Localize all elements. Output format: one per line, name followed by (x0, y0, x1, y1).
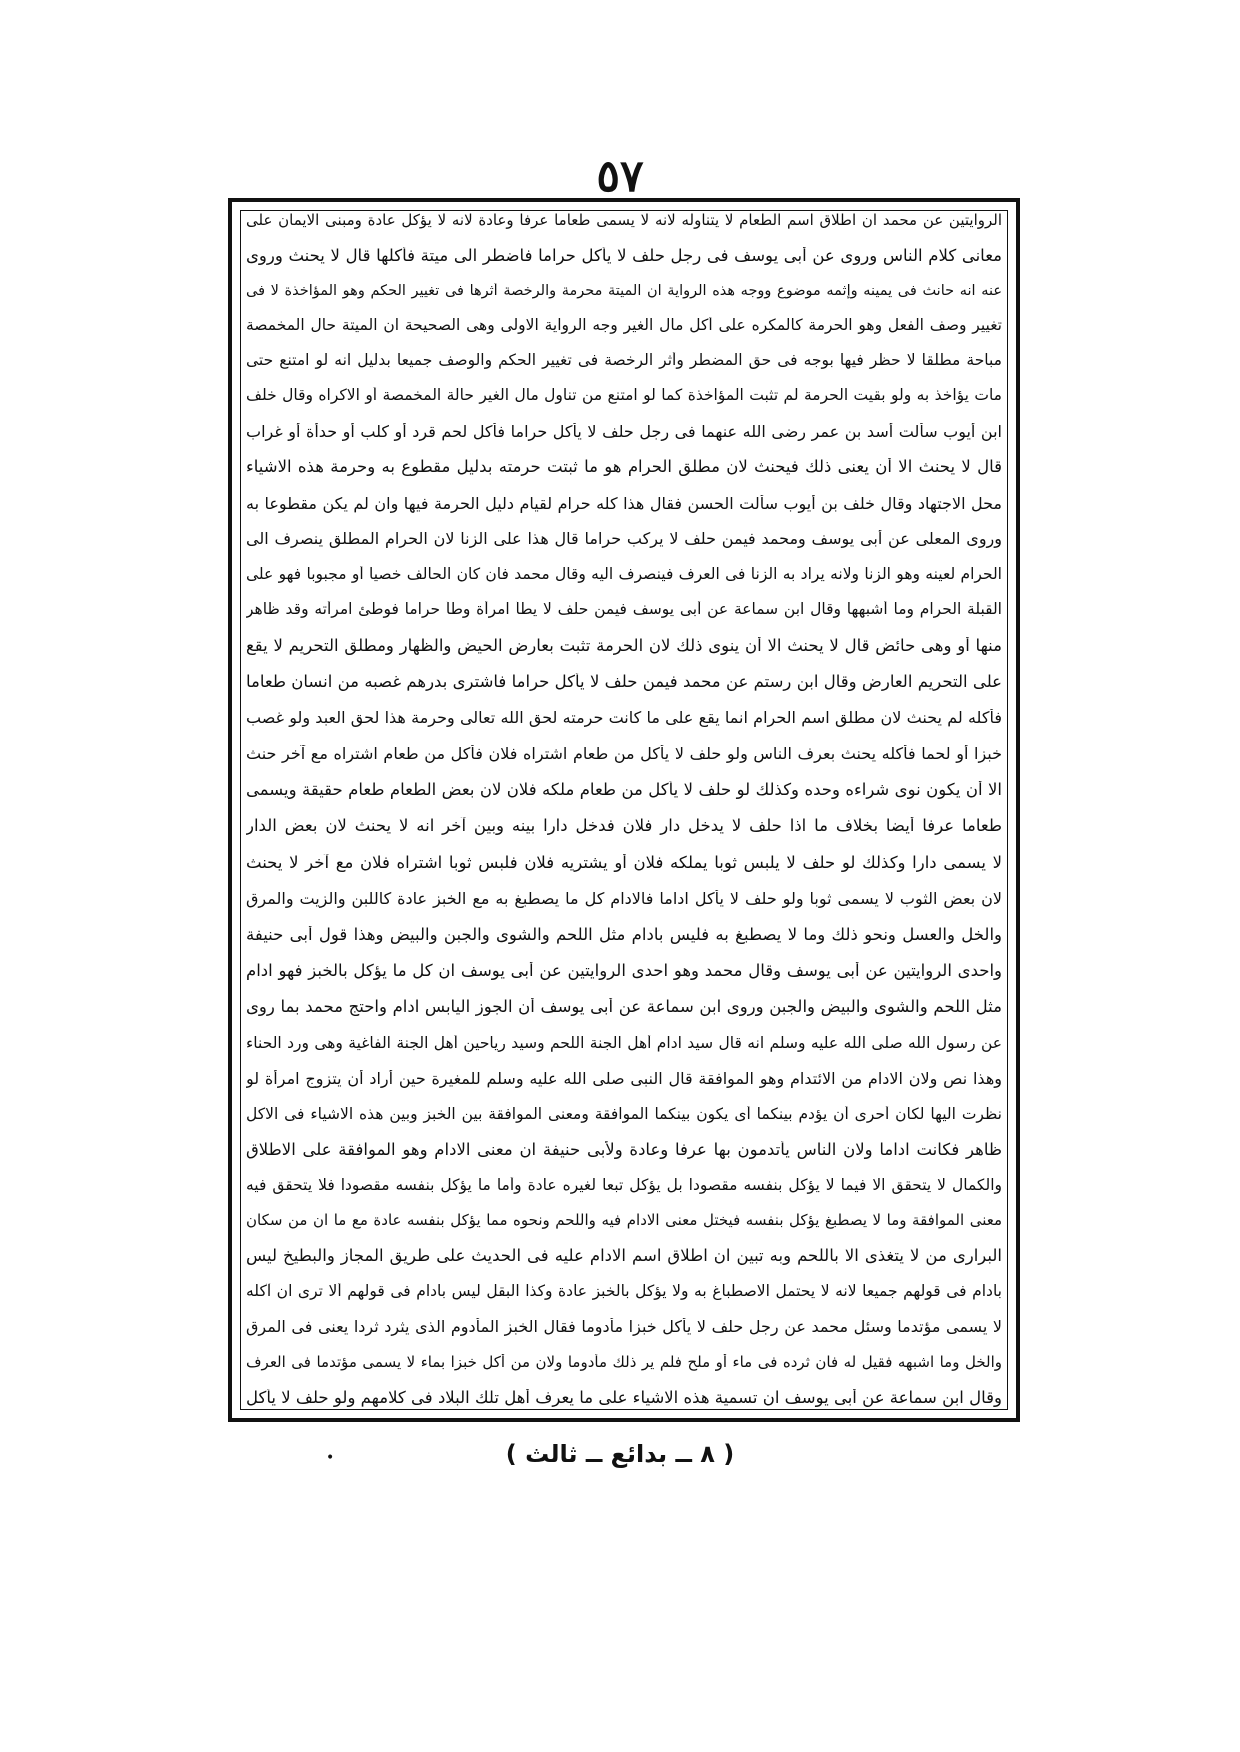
text-line: ظاهر فكانت اداما ولان الناس يأتدمون بها عرفا وعادة ولأبى حنيفة ان معنى الادام وهو الموافقة على الاطلاق (246, 1140, 1002, 1159)
text-line: معانى كلام الناس وروى عن أبى يوسف فى رجل حلف لا يأكل حراما فاضطر الى ميتة فأكلها قال لا يحنث وروى (246, 246, 1002, 265)
text-line: محل الاجتهاد وقال خلف بن أيوب سألت الحسن فقال هذا كله حرام لقيام دليل الحرمة فيها وان لم يكن مقطوعا به (246, 494, 1002, 513)
text-line: نظرت اليها لكان أحرى أن يؤدم بينكما أى يكون بينكما الموافقة ومعنى الموافقة بين الخبز وبين هذه الاشياء فى الاكل (246, 1105, 1002, 1123)
text-line: وروى المعلى عن أبى يوسف ومحمد فيمن حلف لا يركب حراما قال هذا على الزنا لان الحرام المطلق ينصرف الى (246, 530, 1002, 549)
text-line: بادام فى قولهم جميعا لانه لا يحتمل الاصطباغ به ولا يؤكل بالخبز عادة وكذا البقل ليس بادام فى قولهم ألا ترى ان آكله (246, 1283, 1002, 1301)
text-line: لان بعض الثوب لا يسمى ثوبا ولو حلف لا يأكل اداما فالادام كل ما يصطبغ به مع الخبز عادة كاللبن والزيت والمرق (246, 889, 1002, 908)
text-line: تغيير وصف الفعل وهو الحرمة كالمكره على أكل مال الغير وجه الرواية الاولى وهى الصحيحة ان الميتة حال المخمصة (246, 317, 1002, 335)
text-line: خبزا أو لحما فأكله يحنث بعرف الناس ولو حلف لا يأكل من طعام اشتراه فلان فأكل من طعام اشتراه مع آخر حنث (246, 745, 1002, 764)
text-line: فأكله لم يحنث لان مطلق اسم الحرام انما يقع على ما كانت حرمته لحق الله تعالى وحرمة هذا لحق العبد ولو غصب (246, 709, 1002, 728)
text-line: الا أن يكون نوى شراءه وحده وكذلك لو حلف لا يأكل من طعام ملكه فلان لان بعض الطعام طعام حقيقة ويسمى (246, 780, 1002, 799)
text-line: واحدى الروايتين عن أبى يوسف وقال محمد وهو احدى الروايتين عن أبى يوسف ان كل ما يؤكل بالخبز فهو ادام (246, 961, 1002, 980)
text-line: قال لا يحنث الا أن يعنى ذلك فيحنث لان مطلق الحرام هو ما ثبتت حرمته بدليل مقطوع به وحرمة هذه الاشياء (246, 458, 1002, 477)
text-line: والخل والعسل ونحو ذلك وما لا يصطبغ به فليس بادام مثل اللحم والشوى والجبن والبيض وهذا قول أبى حنيفة (246, 925, 1002, 944)
text-frame (228, 198, 1020, 1422)
signature-line: ( ٨ ــ بدائع ــ ثالث ) (505, 1440, 735, 1468)
text-line: معنى الموافقة وما لا يصطبغ يؤكل بنفسه فيختل معنى الادام فيه واللحم ونحوه مما يؤكل بنفسه عادة مع ما ان من سكان (246, 1212, 1002, 1230)
text-line: منها أو وهى حائض قال لا يحنث الا أن ينوى ذلك لان الحرمة تثبت بعارض الحيض والظهار ومطلق التحريم لا يقع (246, 636, 1002, 655)
text-line: عنه انه حانث فى يمينه وإثمه موضوع ووجه هذه الرواية ان الميتة محرمة والرخصة أثرها فى تغيير الحكم وهو المؤاخذة لا فى (246, 282, 1002, 299)
page-number: ٥٧ (596, 151, 644, 202)
text-line: مات يؤاخذ به ولو بقيت الحرمة لم تثبت المؤاخذة كما لو امتنع من تناول مال الغير حالة المخمصة أو الاكراه وقال خلف (246, 387, 1002, 405)
text-line: البرارى من لا يتغذى الا باللحم وبه تبين ان اطلاق اسم الادام عليه فى الحديث على طريق المجاز والبطيخ ليس (246, 1246, 1002, 1265)
text-line: الروايتين عن محمد ان اطلاق اسم الطعام لا يتناوله لانه لا يسمى طعاما عرفا وعادة لانه لا يؤكل عادة ومبنى الايمان على (246, 212, 1002, 229)
text-line: وقال ابن سماعة عن أبى يوسف ان تسمية هذه الاشياء على ما يعرف أهل تلك البلاد فى كلامهم ولو حلف لا يأكل (246, 1388, 1002, 1407)
text-line: الحرام لعينه وهو الزنا ولانه يراد به الزنا فى العرف فينصرف اليه وقال محمد فان كان الحالف خصيا أو مجبوبا فهو على (246, 566, 1002, 584)
text-line: وهذا نص ولان الادام من الائتدام وهو الموافقة قال النبى صلى الله عليه وسلم للمغيرة حين أراد أن يتزوج امرأة لو (246, 1069, 1002, 1088)
footer-mark: • (326, 1450, 335, 1466)
text-line: والخل وما اشبهه فقيل له فان ثرده فى ماء أو ملح فلم ير ذلك مأدوما ولان من أكل خبزا بماء لا يسمى مؤتدما فى العرف (246, 1354, 1002, 1372)
text-line: مباحة مطلقا لا حظر فيها بوجه فى حق المضطر وأثر الرخصة فى تغيير الحكم والوصف جميعا بدليل انه لو امتنع حتى (246, 352, 1002, 370)
text-line: طعاما عرفا أيضا بخلاف ما اذا حلف لا يدخل دار فلان فدخل دارا بينه وبين آخر انه لا يحنث لان بعض الدار (246, 817, 1002, 836)
text-line: القبلة الحرام وما أشبهها وقال ابن سماعة عن أبى يوسف فيمن حلف لا يطأ امرأة وطأ حراما فوطئ امرأته وقد ظاهر (246, 601, 1002, 619)
text-line: والكمال لا يتحقق الا فيما لا يؤكل بنفسه مقصودا بل يؤكل تبعا لغيره عادة وأما ما يؤكل بنفسه مقصودا فلا يتحقق فيه (246, 1177, 1002, 1195)
text-body (246, 212, 1002, 1408)
text-line: لا يسمى مؤتدما وسئل محمد عن رجل حلف لا يأكل خبزا مأدوما فقال الخبز المأدوم الذى يثرد ثردا يعنى فى المرق (246, 1318, 1002, 1337)
text-line: على التحريم العارض وقال ابن رستم عن محمد فيمن حلف لا يأكل حراما فاشترى بدرهم غصبه من انسان طعاما (246, 672, 1002, 691)
text-line: ابن أيوب سألت أسد بن عمر رضى الله عنهما فى رجل حلف لا يأكل حراما فأكل لحم قرد أو كلب أو حدأة أو غراب (246, 422, 1002, 441)
text-line: عن رسول الله صلى الله عليه وسلم انه قال سيد ادام أهل الجنة اللحم وسيد رياحين أهل الجنة الفاغية وهى ورد الحناء (246, 1034, 1002, 1052)
text-line: لا يسمى دارا وكذلك لو حلف لا يلبس ثوبا يملكه فلان أو يشتريه فلان فلبس ثوبا اشتراه فلان مع آخر لا يحنث (246, 853, 1002, 872)
text-line: مثل اللحم والشوى والبيض والجبن وروى ابن سماعة عن أبى يوسف أن الجوز اليابس ادام واحتج محمد بما روى (246, 998, 1002, 1017)
